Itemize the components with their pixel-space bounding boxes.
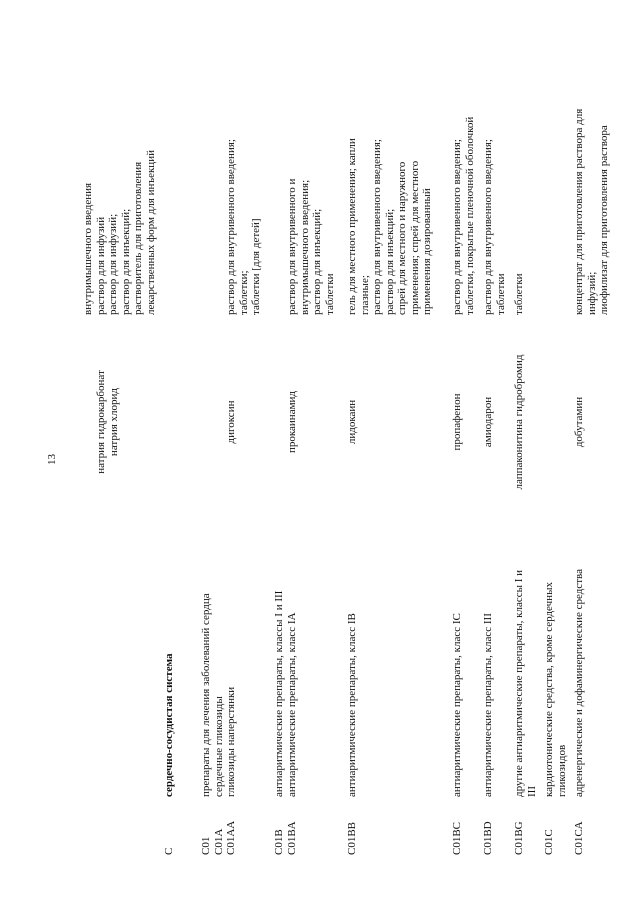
dosage-form: таблетки bbox=[494, 273, 507, 315]
description-line: адренергические и дофаминергические средства bbox=[573, 569, 585, 797]
drug-name: лаппаконитина гидробромид bbox=[513, 354, 525, 490]
dosage-forms bbox=[573, 15, 611, 315]
description-line: сердечные гликозиды bbox=[213, 696, 225, 797]
dosage-forms bbox=[286, 15, 336, 315]
dosage-forms bbox=[225, 15, 263, 315]
description-line: антиаритмические препараты, класс IC bbox=[451, 613, 463, 797]
dosage-form: таблетки bbox=[513, 273, 525, 315]
drug-name: дигоксин bbox=[225, 400, 237, 444]
dosage-form: раствор для внутривенного введения; bbox=[482, 139, 494, 315]
atc-description bbox=[482, 529, 495, 797]
atc-code: C bbox=[163, 847, 175, 855]
atc-description bbox=[200, 529, 213, 797]
continued-drug-list bbox=[95, 317, 120, 527]
drug-name: пропафенон bbox=[451, 393, 463, 451]
page-number: 13 bbox=[46, 454, 58, 465]
description-line: антиаритмические препараты, класс IA bbox=[286, 612, 298, 797]
description-line: гликозиды наперстянки bbox=[225, 686, 237, 797]
dosage-forms bbox=[482, 15, 507, 315]
atc-code: C01BC bbox=[451, 821, 463, 855]
dosage-forms bbox=[451, 15, 476, 315]
dosage-form: раствор для инфузий bbox=[94, 216, 107, 315]
description-line: антиаритмические препараты, класс III bbox=[482, 613, 494, 797]
drug-name: лидокаин bbox=[346, 399, 358, 445]
dosage-form: раствор для инфузий; bbox=[107, 213, 119, 315]
atc-description bbox=[346, 529, 359, 797]
dosage-form: раствор для внутривенного введения; bbox=[451, 139, 463, 315]
atc-code: C01A bbox=[213, 828, 225, 855]
continued-forms bbox=[82, 15, 157, 315]
atc-code: C01BA bbox=[286, 821, 298, 855]
atc-code: C01 bbox=[200, 836, 212, 855]
dosage-form: внутримышечного введения; bbox=[298, 179, 311, 315]
atc-code: C01CA bbox=[573, 821, 585, 855]
description-line: другие антиаритмические препараты, классы I и bbox=[513, 569, 525, 797]
dosage-form: применения; спрей для местного bbox=[408, 160, 421, 315]
dosage-form: раствор для инъекций; bbox=[383, 208, 396, 315]
description-line: кардиотонические средства, кроме сердечных bbox=[543, 582, 555, 797]
description-line: препараты для лечения заболеваний сердца bbox=[200, 593, 212, 797]
dosage-form: спрей для местного и наружного bbox=[396, 161, 408, 315]
dosage-form: таблетки [для детей] bbox=[250, 218, 262, 315]
atc-code: C01BD bbox=[482, 821, 494, 855]
atc-code: C01C bbox=[543, 829, 555, 855]
atc-description bbox=[213, 529, 226, 797]
atc-description bbox=[273, 529, 286, 797]
dosage-form: инфузий; bbox=[585, 271, 598, 315]
atc-code: C01BB bbox=[346, 821, 358, 855]
dosage-form: растворитель для приготовления bbox=[132, 161, 144, 315]
description-line: III bbox=[525, 786, 538, 797]
dosage-form: раствор для внутривенного введения; bbox=[371, 139, 383, 315]
atc-description bbox=[163, 529, 176, 797]
dosage-forms bbox=[513, 15, 526, 315]
drug-name: амиодарон bbox=[482, 396, 494, 448]
dosage-form: таблетки bbox=[323, 273, 336, 315]
dosage-form: таблетки; bbox=[237, 270, 250, 315]
atc-code: C01B bbox=[273, 829, 285, 855]
drug-name: добутамин bbox=[573, 396, 585, 448]
dosage-form: концентрат для приготовления раствора для bbox=[573, 108, 585, 315]
dosage-forms bbox=[346, 15, 434, 315]
dosage-form: внутримышечного введения bbox=[82, 182, 94, 315]
atc-description bbox=[451, 529, 464, 797]
dosage-form: раствор для внутривенного введения; bbox=[225, 139, 237, 315]
atc-description bbox=[286, 529, 299, 797]
atc-code: C01BG bbox=[513, 821, 525, 855]
atc-description bbox=[225, 529, 238, 797]
drug-name: прокаинамид bbox=[286, 390, 298, 454]
atc-description bbox=[573, 529, 586, 797]
dosage-form: раствор для инъекций; bbox=[119, 208, 132, 315]
description-line: антиаритмические препараты, класс IB bbox=[346, 613, 358, 797]
description-line: гликозидов bbox=[555, 744, 568, 797]
dosage-form: лекарственных форм для инъекций bbox=[144, 150, 157, 315]
drug-name: натрия гидрокарбонат bbox=[95, 370, 107, 474]
dosage-form: лиофилизат для приготовления раствора bbox=[598, 125, 610, 315]
dosage-form: гель для местного применения; капли bbox=[346, 138, 358, 315]
dosage-form: раствор для инъекций; bbox=[311, 208, 323, 315]
dosage-form: глазные; bbox=[358, 275, 371, 315]
description-line: сердечно-сосудистая система bbox=[163, 653, 175, 797]
dosage-form: применения дозированный bbox=[421, 188, 433, 315]
atc-code: C01AA bbox=[225, 820, 237, 855]
drug-name: натрия хлорид bbox=[107, 387, 120, 457]
dosage-form: таблетки, покрытые пленочной оболочкой bbox=[463, 116, 476, 315]
atc-description bbox=[543, 529, 568, 797]
description-line: антиаритмические препараты, классы I и III bbox=[273, 590, 285, 797]
atc-description bbox=[513, 529, 538, 797]
dosage-form: раствор для внутривенного и bbox=[286, 178, 298, 315]
